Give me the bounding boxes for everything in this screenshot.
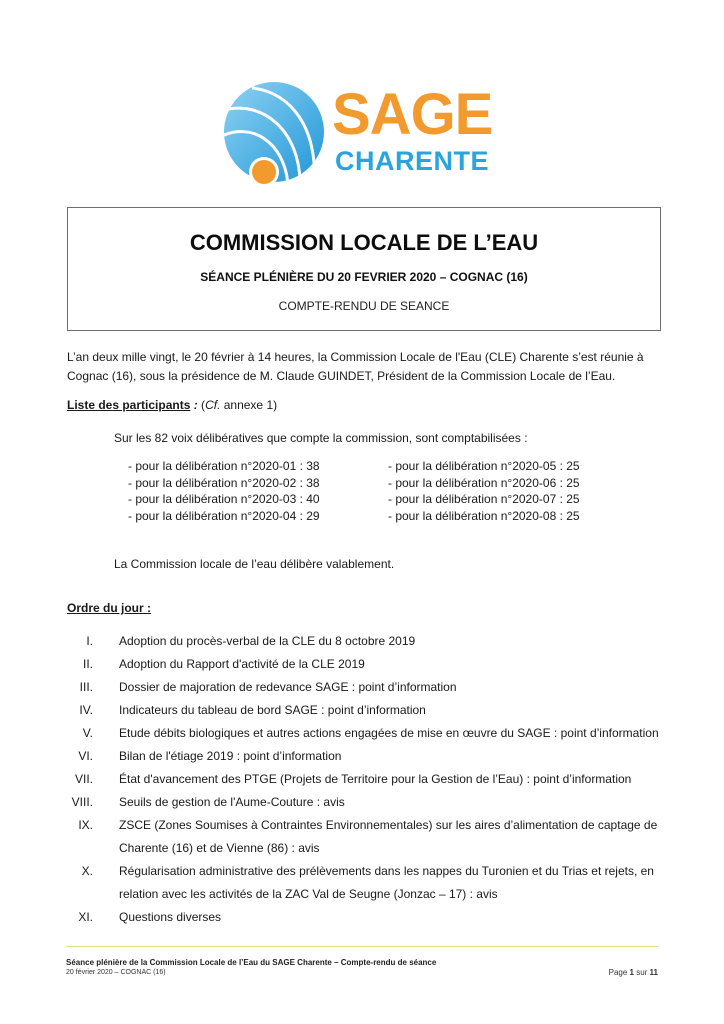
participants-ref-open: ( [197,398,206,412]
agenda-item-text: Dossier de majoration de redevance SAGE : point d’information [119,680,457,694]
agenda-item-text: ZSCE (Zones Soumises à Contraintes Environnementales) sur les aires d’alimentation de captage de Charente (16) et de Vienne (86) : avis [119,818,658,855]
participants-line [67,398,277,412]
quorum-statement: La Commission locale de l’eau délibère valablement. [114,557,395,571]
vote-line: - pour la délibération n°2020-03 : 40 [128,492,320,506]
participants-colon: : [190,398,198,412]
agenda-item [67,814,667,860]
agenda-item-text: Bilan de l'étiage 2019 : point d’information [119,749,342,763]
intro-paragraph: L’an deux mille vingt, le 20 février à 14 heures, la Commission Locale de l'Eau (CLE) Charente s’est réunie à Cognac (16), sous la présidence de M. Claude GUINDET, Président de la Commission Locale de l’Eau. [67,350,644,383]
agenda-item-number: IV. [79,703,93,717]
agenda-item-number: V. [82,726,93,740]
footer-divider [66,946,658,947]
agenda-item-number: I. [86,634,93,648]
participants-ref-cf: Cf. [205,398,221,412]
vote-line: - pour la délibération n°2020-08 : 25 [388,508,580,523]
agenda-item [67,676,667,699]
page-number [609,968,658,977]
sage-charente-logo [222,80,512,188]
vote-line: - pour la délibération n°2020-05 : 25 [388,459,580,473]
page-total: 11 [649,968,658,977]
vote-line: - pour la délibération n°2020-07 : 25 [388,492,580,506]
agenda-list [67,630,667,929]
vote-line: - pour la délibération n°2020-06 : 25 [388,475,580,490]
agenda-item-text: Questions diverses [119,910,222,924]
agenda-item [67,791,667,814]
agenda-item-number: III. [79,680,93,694]
participants-heading: Liste des participants [67,398,191,412]
logo-sage-text: SAGE [332,82,493,147]
agenda-item-number: XI. [78,910,93,924]
session-subtitle: SÉANCE PLÉNIÈRE DU 20 FEVRIER 2020 – COGNAC (16) [200,270,528,284]
agenda-item-text: État d'avancement des PTGE (Projets de Territoire pour la Gestion de l’Eau) : point d’information [119,772,632,786]
agenda-item [67,630,667,653]
agenda-item-number: X. [81,864,93,878]
document-title: COMMISSION LOCALE DE L’EAU [189,230,539,255]
footer-date-location: 20 février 2020 – COGNAC (16) [66,969,166,976]
agenda-item-number: VII. [74,772,93,786]
page-current: 1 [629,968,634,977]
agenda-item [67,745,667,768]
agenda-item-text: Seuils de gestion de l'Aume-Couture : avis [119,795,345,809]
votes-column-right [388,458,580,524]
agenda-item [67,860,667,906]
agenda-item-number: IX. [78,818,93,832]
logo-charente-text: CHARENTE [335,146,490,176]
page-separator: sur [633,968,650,977]
vote-line: - pour la délibération n°2020-02 : 38 [128,475,320,490]
agenda-item-text: Adoption du Rapport d'activité de la CLE 2019 [119,657,365,671]
agenda-item-text: Indicateurs du tableau de bord SAGE : point d’information [119,703,426,717]
page-label: Page [608,968,630,977]
document-type: COMPTE-RENDU DE SEANCE [278,299,450,313]
agenda-item-text: Adoption du procès-verbal de la CLE du 8 octobre 2019 [119,634,416,648]
agenda-item-text: Etude débits biologiques et autres actions engagées de mise en œuvre du SAGE : point d’information [119,726,659,740]
agenda-item-text: Régularisation administrative des prélèvements dans les nappes du Turonien et du Trias et rejets, en relation avec les activités de la ZAC Val de Seugne (Jonzac – 17) : avis [119,864,654,901]
agenda-item [67,722,667,745]
agenda-item [67,653,667,676]
agenda-item [67,768,667,791]
participants-ref-rest: annexe 1) [220,398,278,412]
title-box [67,207,661,331]
agenda-item-number: II. [82,657,93,671]
agenda-item [67,906,667,929]
votes-column-left [128,458,320,524]
vote-line: - pour la délibération n°2020-04 : 29 [128,508,320,523]
water-globe-icon [222,80,326,184]
agenda-item [67,699,667,722]
votes-intro: Sur les 82 voix délibératives que compte la commission, sont comptabilisées : [114,431,528,445]
agenda-item-number: VIII. [71,795,93,809]
agenda-item-number: VI. [78,749,93,763]
agenda-heading: Ordre du jour : [67,601,151,615]
footer-title: Séance plénière de la Commission Locale de l’Eau du SAGE Charente – Compte-rendu de séance [66,958,437,967]
vote-line: - pour la délibération n°2020-01 : 38 [128,459,320,473]
